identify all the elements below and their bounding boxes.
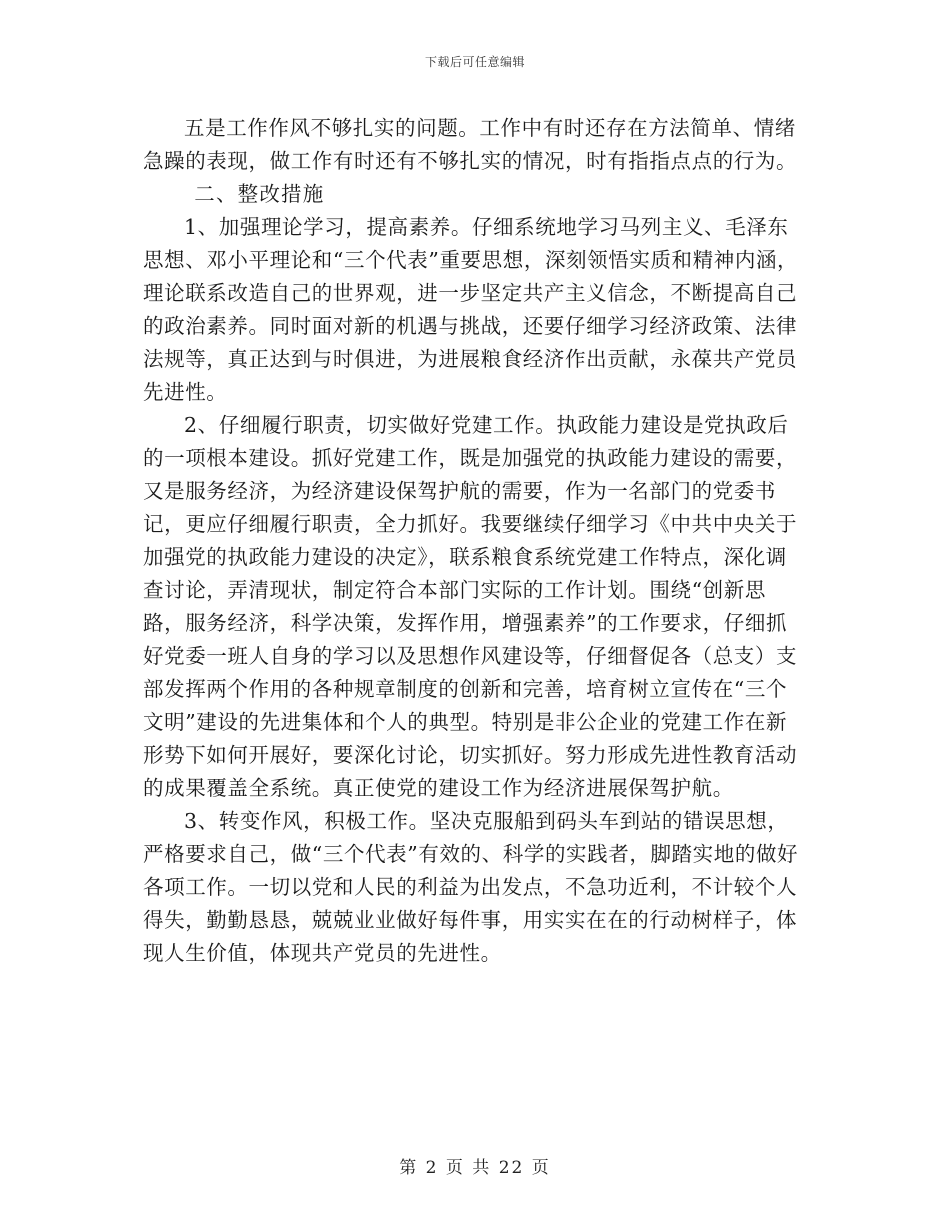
section-heading-rectification: 二、整改措施 <box>194 182 325 206</box>
document-body <box>143 112 803 970</box>
page-footer: 第 2 页 共 22 页 <box>399 1158 551 1178</box>
page-header: 下载后可任意编辑 <box>424 55 525 69</box>
paragraph-problem-five: 五是工作作风不够扎实的问题。工作中有时还存在方法简单、情绪急躁的表现，做工作有时还有不够扎实的情况，时有指指点点的行为。 <box>143 116 798 173</box>
paragraph-measure-two: 2、仔细履行职责，切实做好党建工作。执政能力建设是党执政后的一项根本建设。抓好党建工作，既是加强党的执政能力建设的需要，又是服务经济，为经济建设保驾护航的需要，作为一名部门的党委书记，更应仔细履行职责，全力抓好。我要继续仔细学习《中共中央关于加强党的执政能力建设的决定》，联系粮食系统党建工作特点，深化调查讨论，弄清现状，制定符合本部门实际的工作计划。围绕“创新思路，服务经济，科学决策，发挥作用，增强素养”的工作要求，仔细抓好党委一班人自身的学习以及思想作风建设等，仔细督促各（总支）支部发挥两个作用的各种规章制度的创新和完善，培育树立宣传在“三个文明”建设的先进集体和个人的典型。特别是非公企业的党建工作在新形势下如何开展好，要深化讨论，切实抓好。努力形成先进性教育活动的成果覆盖全系统。真正使党的建设工作为经济进展保驾护航。 <box>143 413 798 800</box>
paragraph-measure-one: 1、加强理论学习，提高素养。仔细系统地学习马列主义、毛泽东思想、邓小平理论和“三个代表”重要思想，深刻领悟实质和精神内涵，理论联系改造自己的世界观，进一步坚定共产主义信念，不断提高自己的政治素养。同时面对新的机遇与挑战，还要仔细学习经济政策、法律法规等，真正达到与时俱进，为进展粮食经济作出贡献，永葆共产党员先进性。 <box>143 215 799 404</box>
paragraph-measure-three: 3、转变作风，积极工作。坚决克服船到码头车到站的错误思想，严格要求自己，做“三个代表”有效的、科学的实践者，脚踏实地的做好各项工作。一切以党和人民的利益为出发点，不急功近利，不计较个人得失，勤勤恳恳，兢兢业业做好每件事，用实实在在的行动树样子，体现人生价值，体现共产党员的先进性。 <box>143 809 799 965</box>
